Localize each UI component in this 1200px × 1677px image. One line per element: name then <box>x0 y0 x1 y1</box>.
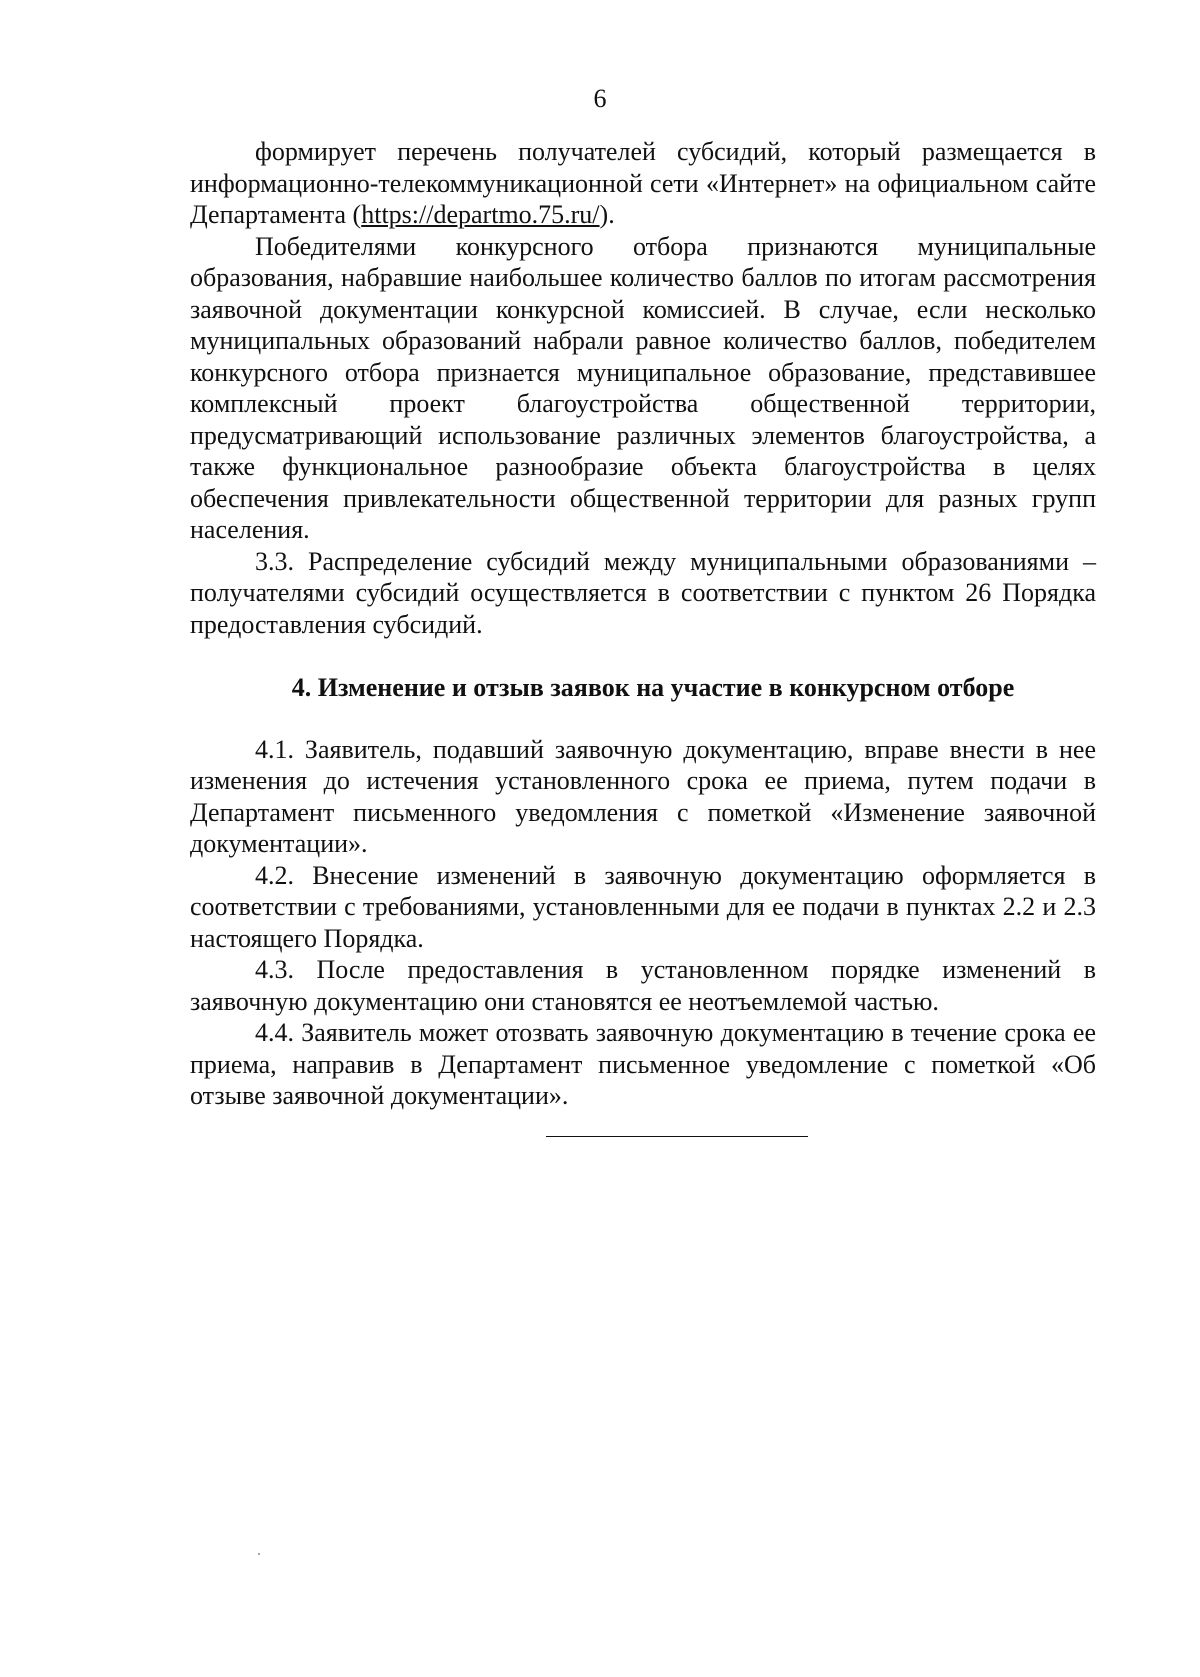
paragraph-text-tail: ). <box>599 200 615 229</box>
end-of-document-rule <box>546 1136 808 1137</box>
paragraph-winners: Победителями конкурсного отбора признаются муниципальные образования, набравшие наибольшее количество баллов по итогам рассмотрения заявочной документации конкурсной комиссией. В случае, если несколько муниципальных образований набрали равное количество баллов, победителем конкурсного отбора признается муниципальное образование, представившее комплексный проект благоустройства общественной территории, предусматривающий использование различных элементов благоустройства, а также функциональное разнообразие объекта благоустройства в целях обеспечения привлекательности общественной территории для разных групп населения. <box>190 231 1096 544</box>
paragraph-4-1: 4.1. Заявитель, подавший заявочную документацию, вправе внести в нее изменения до истечения установленного срока ее приема, путем подачи в Департамент письменного уведомления с пометкой «Изменение заявочной документации». <box>190 734 1096 858</box>
paragraph-4-2: 4.2. Внесение изменений в заявочную документацию оформляется в соответствии с требованиями, установленными для ее подачи в пунктах 2.2 и 2.3 настоящего Порядка. <box>190 860 1096 953</box>
paragraph-3-3: 3.3. Распределение субсидий между муниципальными образованиями – получателями субсидий осуществляется в соответствии с пунктом 26 Порядка предоставления субсидий. <box>190 546 1096 639</box>
paragraph-text: формирует перечень получателей субсидий, который размещается в информационно-телекоммуникационной сети «Интернет» на официальном сайте Департамента ( <box>190 137 1096 229</box>
page-number: 6 <box>593 84 607 113</box>
paragraph-4-4: 4.4. Заявитель может отозвать заявочную документацию в течение срока ее приема, направив в Департамент письменное уведомление с пометкой «Об отзыве заявочной документации». <box>190 1018 1096 1110</box>
document-body <box>190 136 1096 1112</box>
department-website-link[interactable]: https://departmo.75.ru/ <box>361 200 600 229</box>
section-4-heading: 4. Изменение и отзыв заявок на участие в конкурсном отборе <box>291 673 1015 702</box>
paragraph-4-3: 4.3. После предоставления в установленном порядке изменений в заявочную документацию они становятся ее неотъемлемой частью. <box>190 955 1096 1016</box>
scan-speck <box>258 1553 260 1555</box>
paragraph-recipients-list <box>190 136 1096 231</box>
